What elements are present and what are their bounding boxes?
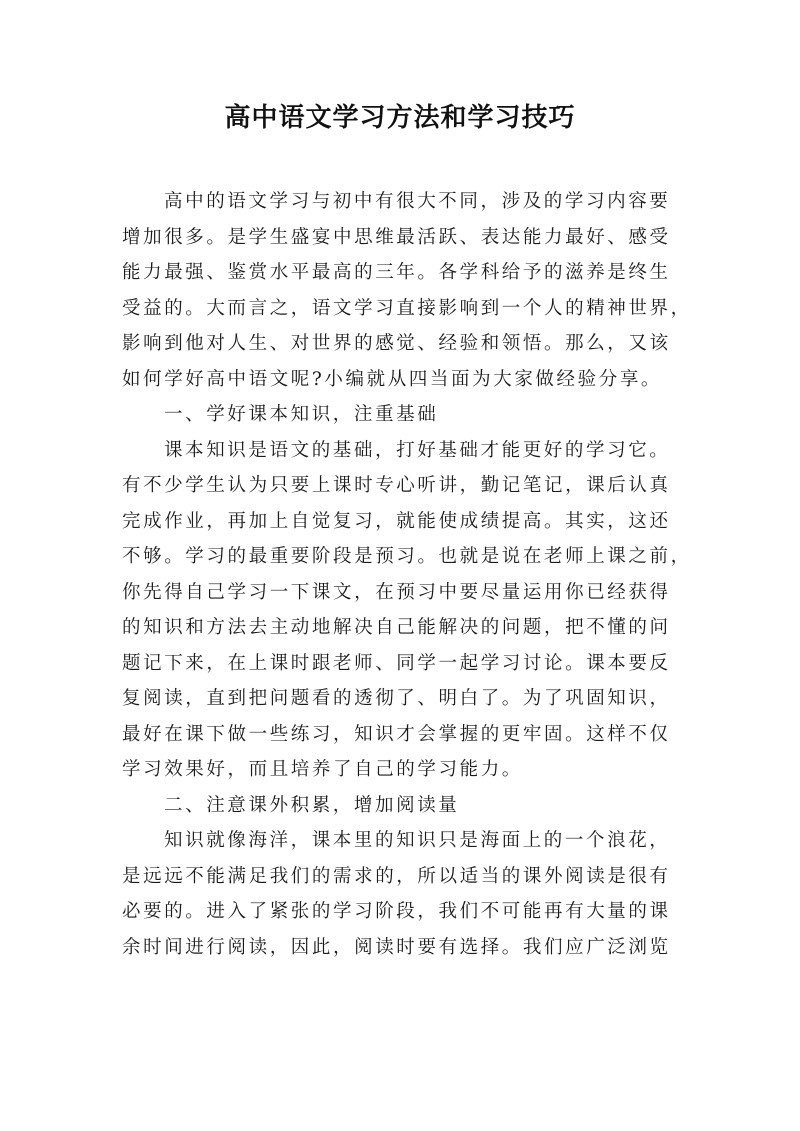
paragraph-line: 题记下来，在上课时跟老师、同学一起学习讨论。课本要反 xyxy=(122,652,671,674)
paragraph-line: 最好在课下做一些练习，知识才会掌握的更牢固。这样不仅 xyxy=(122,723,671,745)
section-heading: 一、学好课本知识，注重基础 xyxy=(164,404,439,425)
paragraph-line: 能力最强、鉴赏水平最高的三年。各学科给予的滋养是终生 xyxy=(122,262,671,283)
paragraph-line: 高中的语文学习与初中有很大不同，涉及的学习内容要 xyxy=(164,191,671,212)
paragraph-line: 不够。学习的最重要阶段是预习。也就是说在老师上课之前， xyxy=(122,546,692,567)
paragraph-line: 增加很多。是学生盛宴中思维最活跃、表达能力最好、感受 xyxy=(122,226,671,248)
paragraph-line: 课本知识是语文的基础，打好基础才能更好的学习它。 xyxy=(164,439,671,461)
paragraph-line: 你先得自己学习一下课文，在预习中要尽量运用你已经获得 xyxy=(122,581,671,603)
paragraph-line: 学习效果好，而且培养了自己的学习能力。 xyxy=(122,759,523,780)
paragraph-line: 的知识和方法去主动地解决自己能解决的问题，把不懂的问 xyxy=(122,617,671,638)
paragraph-line: 必要的。进入了紧张的学习阶段，我们不可能再有大量的课 xyxy=(122,901,671,922)
paragraph-line: 余时间进行阅读，因此，阅读时要有选择。我们应广泛浏览 xyxy=(122,936,671,958)
paragraph-line: 有不少学生认为只要上课时专心听讲，勤记笔记，课后认真 xyxy=(122,475,671,496)
paragraph-line: 知识就像海洋，课本里的知识只是海面上的一个浪花， xyxy=(164,830,671,851)
paragraph-line: 复阅读，直到把问题看的透彻了、明白了。为了巩固知识， xyxy=(122,688,671,709)
paragraph-line: 受益的。大而言之，语文学习直接影响到一个人的精神世界， xyxy=(122,297,692,319)
paragraph-line: 如何学好高中语文呢?小编就从四当面为大家做经验分享。 xyxy=(122,368,663,390)
section-heading: 二、注意课外积累，增加阅读量 xyxy=(164,794,460,816)
paragraph-line: 影响到他对人生、对世界的感觉、经验和领悟。那么，又该 xyxy=(122,333,671,354)
document-body xyxy=(122,184,692,965)
paragraph-line: 完成作业，再加上自觉复习，就能使成绩提高。其实，这还 xyxy=(122,510,671,532)
paragraph-line: 是远远不能满足我们的需求的，所以适当的课外阅读是很有 xyxy=(122,865,671,887)
document-title: 高中语文学习方法和学习技巧 xyxy=(224,103,576,133)
